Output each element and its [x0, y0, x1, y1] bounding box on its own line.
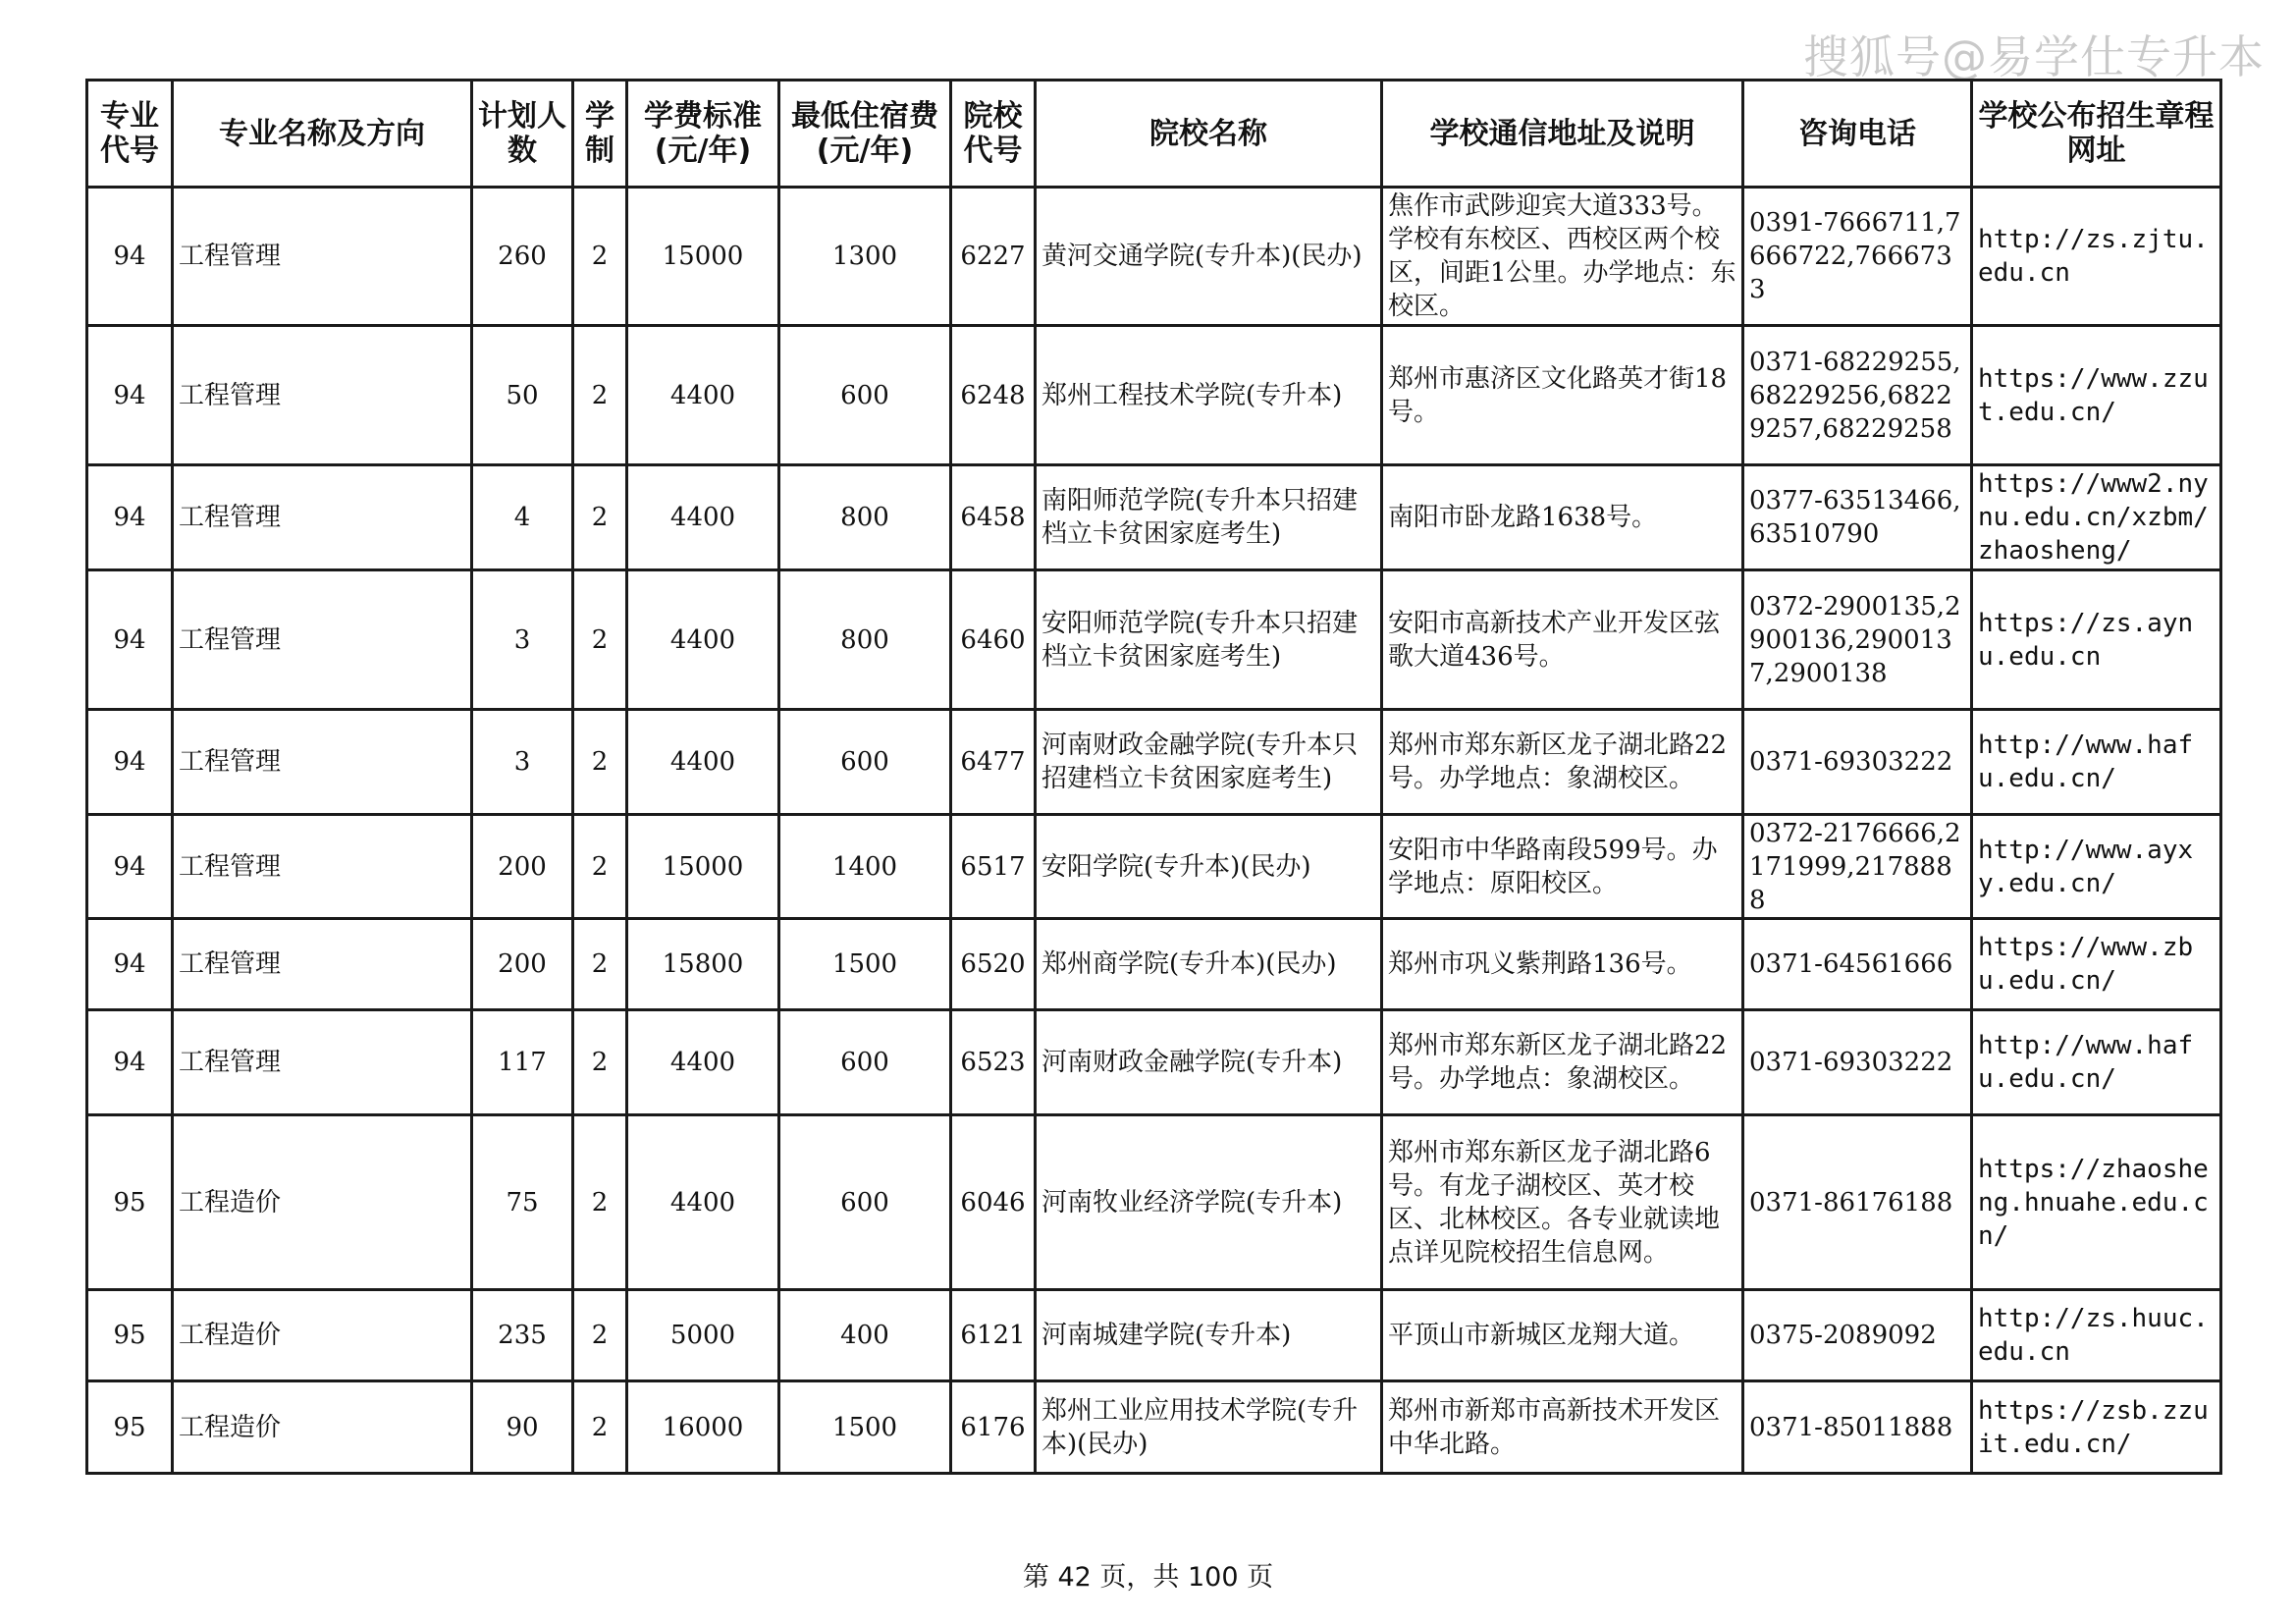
cell-code: 94	[87, 710, 173, 815]
cell-website: https://zsb.zzuit.edu.cn/	[1972, 1381, 2221, 1474]
cell-plan: 200	[472, 815, 573, 919]
cell-major: 工程管理	[173, 570, 472, 710]
header-major: 专业名称及方向	[173, 81, 472, 188]
cell-plan: 260	[472, 188, 573, 326]
cell-address: 郑州市郑东新区龙子湖北路6号。有龙子湖校区、英才校区、北林校区。各专业就读地点详见院校招生信息网。	[1382, 1115, 1743, 1290]
cell-plan: 75	[472, 1115, 573, 1290]
cell-tuition: 15000	[627, 188, 779, 326]
cell-code: 94	[87, 465, 173, 570]
table-row	[87, 919, 2221, 1010]
cell-major: 工程管理	[173, 919, 472, 1010]
table-row	[87, 1010, 2221, 1115]
cell-code: 94	[87, 1010, 173, 1115]
cell-school-name: 南阳师范学院(专升本只招建档立卡贫困家庭考生)	[1036, 465, 1382, 570]
table-row	[87, 570, 2221, 710]
cell-phone: 0371-64561666	[1743, 919, 1972, 1010]
cell-phone: 0377-63513466,63510790	[1743, 465, 1972, 570]
cell-phone: 0371-69303222	[1743, 1010, 1972, 1115]
cell-years: 2	[573, 188, 627, 326]
cell-school-name: 黄河交通学院(专升本)(民办)	[1036, 188, 1382, 326]
cell-dorm: 600	[779, 326, 951, 465]
cell-code: 94	[87, 188, 173, 326]
cell-major: 工程造价	[173, 1381, 472, 1474]
watermark: 搜狐号@易学仕专升本	[1803, 30, 2265, 83]
cell-plan: 4	[472, 465, 573, 570]
cell-dorm: 600	[779, 1115, 951, 1290]
cell-phone: 0371-68229255,68229256,68229257,68229258	[1743, 326, 1972, 465]
cell-school-code: 6121	[951, 1290, 1036, 1381]
cell-years: 2	[573, 1290, 627, 1381]
header-code: 专业代号	[87, 81, 173, 188]
footer-suffix: 页	[1238, 1562, 1274, 1593]
footer-prefix: 第	[1022, 1562, 1058, 1593]
cell-code: 94	[87, 326, 173, 465]
cell-website: http://www.hafu.edu.cn/	[1972, 710, 2221, 815]
cell-address: 安阳市高新技术产业开发区弦歌大道436号。	[1382, 570, 1743, 710]
cell-school-name: 安阳师范学院(专升本只招建档立卡贫困家庭考生)	[1036, 570, 1382, 710]
footer-total-pages: 100	[1187, 1562, 1239, 1593]
table-row	[87, 1290, 2221, 1381]
cell-plan: 200	[472, 919, 573, 1010]
cell-address: 焦作市武陟迎宾大道333号。学校有东校区、西校区两个校区，间距1公里。办学地点：东校区。	[1382, 188, 1743, 326]
cell-website: http://www.hafu.edu.cn/	[1972, 1010, 2221, 1115]
cell-years: 2	[573, 326, 627, 465]
cell-plan: 235	[472, 1290, 573, 1381]
cell-major: 工程管理	[173, 465, 472, 570]
cell-code: 95	[87, 1115, 173, 1290]
header-school-code: 院校代号	[951, 81, 1036, 188]
cell-school-name: 河南牧业经济学院(专升本)	[1036, 1115, 1382, 1290]
cell-school-code: 6517	[951, 815, 1036, 919]
table-row	[87, 465, 2221, 570]
cell-tuition: 15800	[627, 919, 779, 1010]
header-phone: 咨询电话	[1743, 81, 1972, 188]
header-tuition: 学费标准(元/年)	[627, 81, 779, 188]
cell-tuition: 4400	[627, 570, 779, 710]
cell-tuition: 15000	[627, 815, 779, 919]
footer-middle: 页，共	[1091, 1562, 1188, 1593]
cell-dorm: 1500	[779, 1381, 951, 1474]
cell-website: http://zs.huuc.edu.cn	[1972, 1290, 2221, 1381]
cell-dorm: 800	[779, 570, 951, 710]
cell-major: 工程管理	[173, 1010, 472, 1115]
admission-table	[85, 79, 2222, 1475]
header-school-name: 院校名称	[1036, 81, 1382, 188]
cell-dorm: 400	[779, 1290, 951, 1381]
cell-website: http://www.ayxy.edu.cn/	[1972, 815, 2221, 919]
page-footer	[0, 1555, 2296, 1594]
cell-tuition: 4400	[627, 1115, 779, 1290]
header-row	[87, 81, 2221, 188]
cell-tuition: 4400	[627, 1010, 779, 1115]
cell-phone: 0372-2900135,2900136,2900137,2900138	[1743, 570, 1972, 710]
cell-phone: 0371-85011888	[1743, 1381, 1972, 1474]
cell-plan: 3	[472, 570, 573, 710]
cell-phone: 0371-86176188	[1743, 1115, 1972, 1290]
cell-major: 工程管理	[173, 815, 472, 919]
cell-major: 工程造价	[173, 1290, 472, 1381]
cell-code: 95	[87, 1290, 173, 1381]
cell-school-code: 6520	[951, 919, 1036, 1010]
cell-dorm: 1400	[779, 815, 951, 919]
cell-address: 南阳市卧龙路1638号。	[1382, 465, 1743, 570]
cell-address: 郑州市惠济区文化路英才街18号。	[1382, 326, 1743, 465]
cell-school-name: 郑州商学院(专升本)(民办)	[1036, 919, 1382, 1010]
cell-dorm: 600	[779, 710, 951, 815]
cell-years: 2	[573, 1381, 627, 1474]
header-address: 学校通信地址及说明	[1382, 81, 1743, 188]
cell-code: 94	[87, 570, 173, 710]
cell-years: 2	[573, 465, 627, 570]
cell-tuition: 5000	[627, 1290, 779, 1381]
cell-school-name: 郑州工业应用技术学院(专升本)(民办)	[1036, 1381, 1382, 1474]
cell-school-name: 河南城建学院(专升本)	[1036, 1290, 1382, 1381]
cell-school-code: 6227	[951, 188, 1036, 326]
cell-plan: 90	[472, 1381, 573, 1474]
cell-major: 工程管理	[173, 710, 472, 815]
cell-website: https://zhaosheng.hnuahe.edu.cn/	[1972, 1115, 2221, 1290]
cell-years: 2	[573, 570, 627, 710]
header-years: 学制	[573, 81, 627, 188]
cell-years: 2	[573, 1010, 627, 1115]
cell-plan: 117	[472, 1010, 573, 1115]
cell-school-code: 6458	[951, 465, 1036, 570]
cell-tuition: 4400	[627, 326, 779, 465]
table-row	[87, 710, 2221, 815]
cell-years: 2	[573, 1115, 627, 1290]
cell-website: https://zs.aynu.edu.cn	[1972, 570, 2221, 710]
cell-school-code: 6248	[951, 326, 1036, 465]
cell-tuition: 4400	[627, 710, 779, 815]
cell-years: 2	[573, 919, 627, 1010]
cell-years: 2	[573, 815, 627, 919]
cell-school-name: 河南财政金融学院(专升本只招建档立卡贫困家庭考生)	[1036, 710, 1382, 815]
cell-code: 95	[87, 1381, 173, 1474]
cell-website: https://www.zzut.edu.cn/	[1972, 326, 2221, 465]
cell-school-code: 6046	[951, 1115, 1036, 1290]
cell-address: 郑州市郑东新区龙子湖北路22号。办学地点：象湖校区。	[1382, 1010, 1743, 1115]
header-website: 学校公布招生章程网址	[1972, 81, 2221, 188]
table-row	[87, 815, 2221, 919]
cell-plan: 50	[472, 326, 573, 465]
cell-school-code: 6460	[951, 570, 1036, 710]
cell-address: 郑州市巩义紫荆路136号。	[1382, 919, 1743, 1010]
cell-dorm: 1300	[779, 188, 951, 326]
cell-phone: 0391-7666711,7666722,7666733	[1743, 188, 1972, 326]
cell-website: https://www2.nynu.edu.cn/xzbm/zhaosheng/	[1972, 465, 2221, 570]
cell-website: https://www.zbu.edu.cn/	[1972, 919, 2221, 1010]
header-dorm: 最低住宿费(元/年)	[779, 81, 951, 188]
footer-page-number: 42	[1057, 1562, 1092, 1593]
cell-major: 工程管理	[173, 326, 472, 465]
cell-school-code: 6176	[951, 1381, 1036, 1474]
table-row	[87, 188, 2221, 326]
cell-address: 郑州市新郑市高新技术开发区中华北路。	[1382, 1381, 1743, 1474]
cell-years: 2	[573, 710, 627, 815]
table-row	[87, 326, 2221, 465]
table-row	[87, 1115, 2221, 1290]
cell-phone: 0375-2089092	[1743, 1290, 1972, 1381]
cell-code: 94	[87, 815, 173, 919]
cell-school-name: 河南财政金融学院(专升本)	[1036, 1010, 1382, 1115]
cell-major: 工程造价	[173, 1115, 472, 1290]
cell-dorm: 800	[779, 465, 951, 570]
cell-dorm: 600	[779, 1010, 951, 1115]
cell-major: 工程管理	[173, 188, 472, 326]
cell-code: 94	[87, 919, 173, 1010]
cell-school-code: 6477	[951, 710, 1036, 815]
cell-website: http://zs.zjtu.edu.cn	[1972, 188, 2221, 326]
cell-tuition: 4400	[627, 465, 779, 570]
cell-address: 平顶山市新城区龙翔大道。	[1382, 1290, 1743, 1381]
cell-dorm: 1500	[779, 919, 951, 1010]
cell-school-code: 6523	[951, 1010, 1036, 1115]
cell-school-name: 安阳学院(专升本)(民办)	[1036, 815, 1382, 919]
cell-address: 安阳市中华路南段599号。办学地点：原阳校区。	[1382, 815, 1743, 919]
cell-tuition: 16000	[627, 1381, 779, 1474]
table-row	[87, 1381, 2221, 1474]
cell-school-name: 郑州工程技术学院(专升本)	[1036, 326, 1382, 465]
header-plan: 计划人数	[472, 81, 573, 188]
cell-address: 郑州市郑东新区龙子湖北路22号。办学地点：象湖校区。	[1382, 710, 1743, 815]
cell-plan: 3	[472, 710, 573, 815]
cell-phone: 0372-2176666,2171999,2178888	[1743, 815, 1972, 919]
cell-phone: 0371-69303222	[1743, 710, 1972, 815]
